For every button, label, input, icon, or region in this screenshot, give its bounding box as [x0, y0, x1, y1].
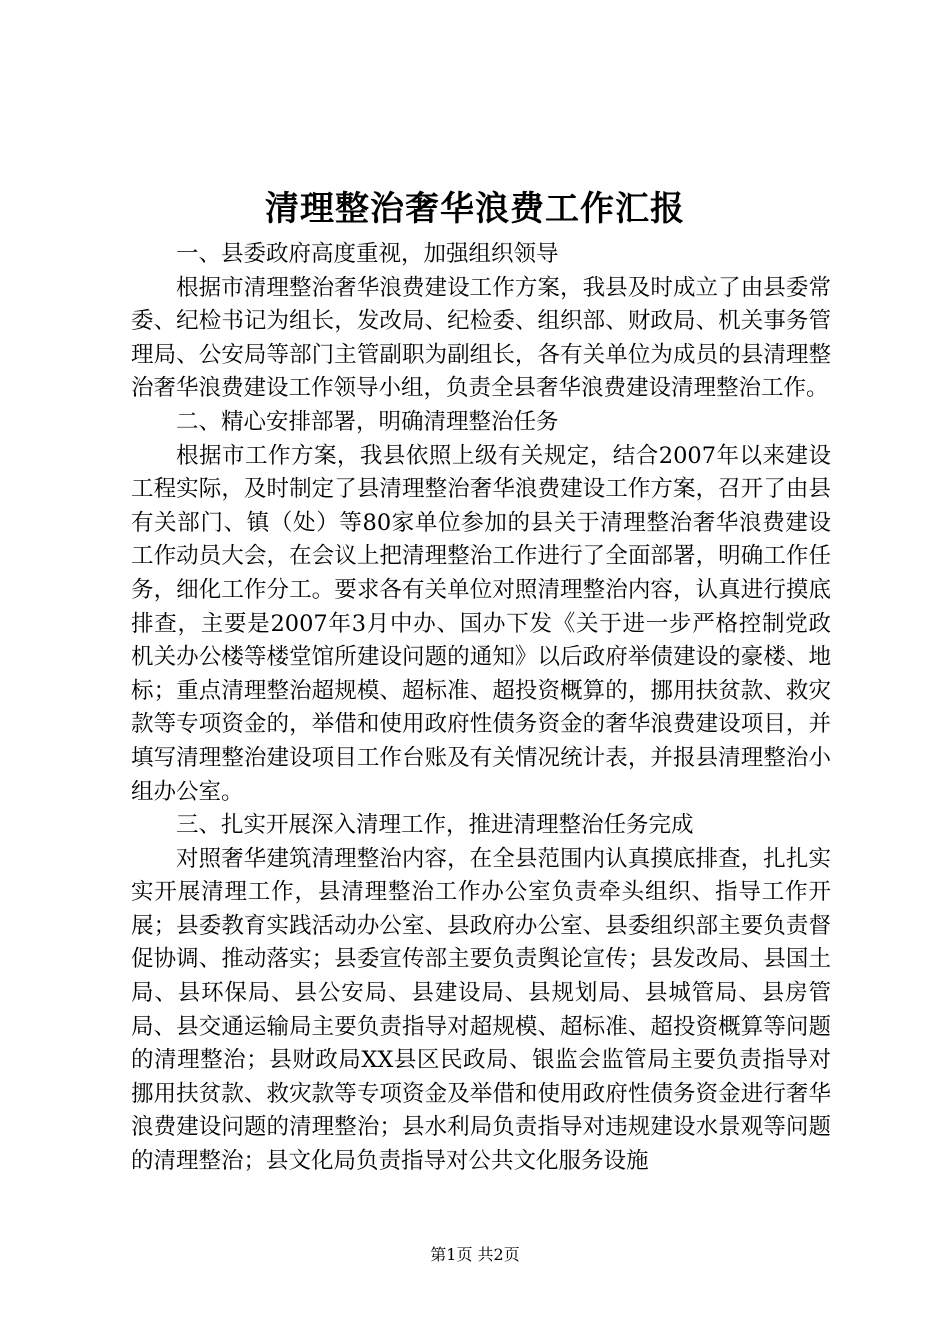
section-heading-3: 三、扎实开展深入清理工作，推进清理整治任务完成	[176, 812, 694, 839]
section-heading-2: 二、精心安排部署，明确清理整治任务	[176, 408, 559, 435]
section-paragraph-2: 根据市工作方案，我县依照上级有关规定，结合2007年以来建设工程实际，及时制定了县清理整治奢华浪费建设工作方案，召开了由县有关部门、镇（处）等80家单位参加的县关于清理整治奢华浪费建设工作动员大会，在会议上把清理整治工作进行了全面部署，明确工作任务，细化工作分工。要求各有关单位对照清理整治内容，认真进行摸底排查，主要是2007年3月中办、国办下发《关于进一步严格控制党政机关办公楼等楼堂馆所建设问题的通知》以后政府举债建设的豪楼、地标；重点清理整治超规模、超标准、超投资概算的，挪用扶贫款、救灾款等专项资金的，举借和使用政府性债务资金的奢华浪费建设项目，并填写清理整治建设项目工作台账及有关情况统计表，并报县清理整治小组办公室。	[131, 442, 831, 805]
section-paragraph-1: 根据市清理整治奢华浪费建设工作方案，我县及时成立了由县委常委、纪检书记为组长，发改局、纪检委、组织部、财政局、机关事务管理局、公安局等部门主管副职为副组长，各有关单位为成员的县清理整治奢华浪费建设工作领导小组，负责全县奢华浪费建设清理整治工作。	[131, 274, 831, 402]
page-footer: 第1页 共2页	[430, 1245, 520, 1264]
section-paragraph-3: 对照奢华建筑清理整治内容，在全县范围内认真摸底排查，扎扎实实开展清理工作，县清理整治工作办公室负责牵头组织、指导工作开展；县委教育实践活动办公室、县政府办公室、县委组织部主要负责督促协调、推动落实；县委宣传部主要负责舆论宣传；县发改局、县国土局、县环保局、县公安局、县建设局、县规划局、县城管局、县房管局、县交通运输局主要负责指导对超规模、超标准、超投资概算等问题的清理整治；县财政局XX县区民政局、银监会监管局主要负责指导对挪用扶贫款、救灾款等专项资金及举借和使用政府性债务资金进行奢华浪费建设问题的清理整治；县水利局负责指导对违规建设水景观等问题的清理整治；县文化局负责指导对公共文化服务设施	[131, 845, 831, 1175]
document-body	[131, 238, 831, 1179]
section-heading-1: 一、县委政府高度重视，加强组织领导	[176, 241, 559, 267]
document-title: 清理整治奢华浪费工作汇报	[265, 189, 685, 229]
